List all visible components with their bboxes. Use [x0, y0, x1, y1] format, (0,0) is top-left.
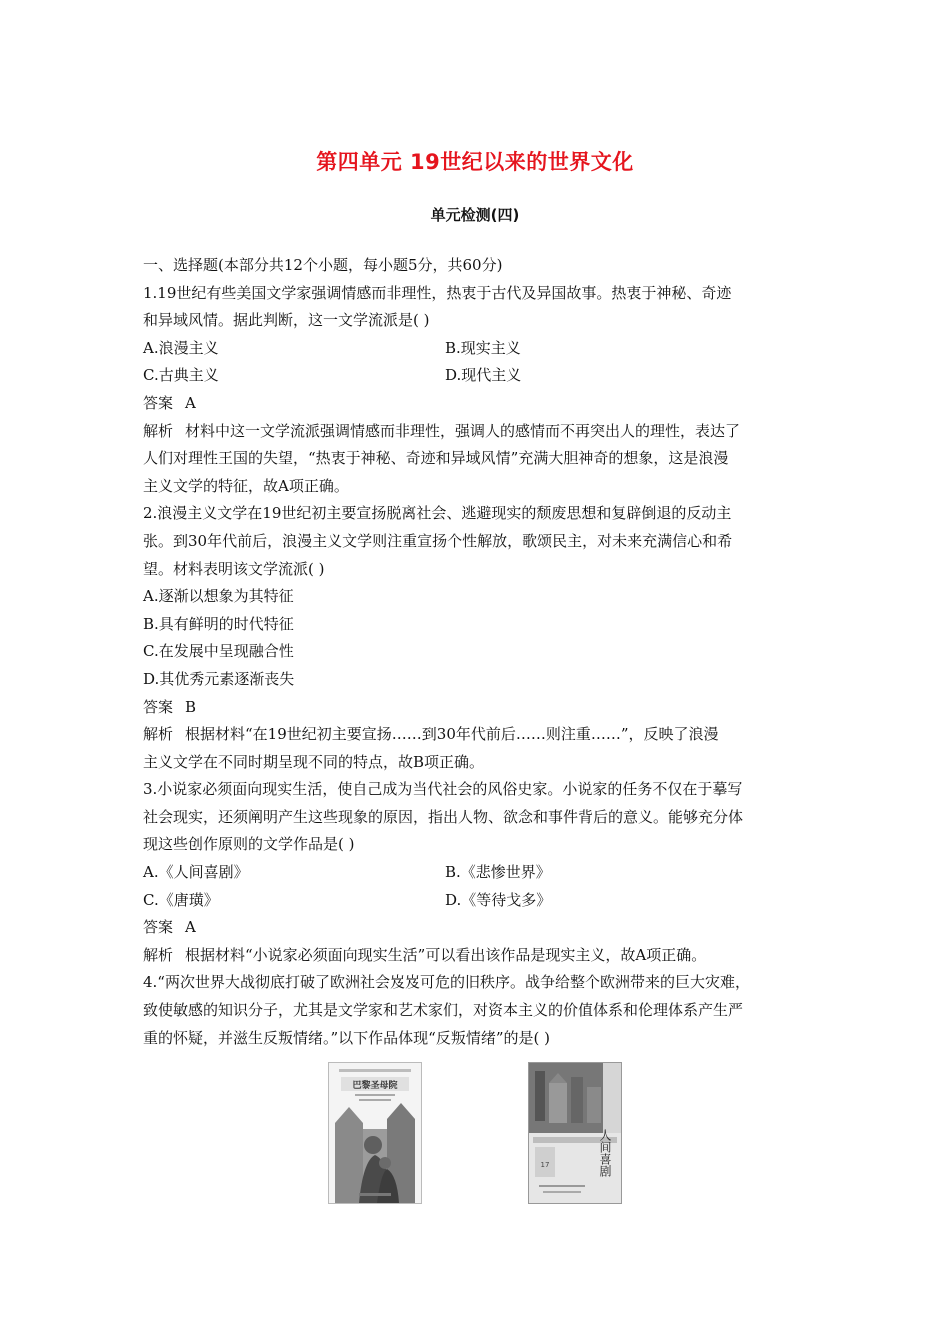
question-stem-line: 张。到30年代前后，浪漫主义文学则注重宣扬个性解放，歌颂民主，对未来充满信心和希	[143, 531, 733, 550]
book-cover-notre-dame	[328, 1062, 422, 1204]
options-row	[143, 859, 813, 887]
analysis-text: 根据材料“小说家必须面向现实生活”可以看出该作品是现实主义，故A项正确。	[185, 945, 707, 964]
question-stem-line: 致使敏感的知识分子，尤其是文学家和艺术家们，对资本主义的价值体系和伦理体系产生严	[143, 1001, 744, 1020]
question-stem-line: 4.“两次世界大战彻底打破了欧洲社会岌岌可危的旧秩序。战争给整个欧洲带来的巨大灾难，	[143, 973, 750, 992]
option-c: C.《唐璜》	[143, 890, 219, 909]
question-4	[143, 969, 813, 1052]
option-c: C.在发展中呈现融合性	[143, 642, 294, 661]
analysis-label: 解析	[143, 945, 174, 964]
options-row	[143, 887, 813, 915]
question-stem-line: 现这些创作原则的文学作品是( )	[143, 835, 355, 854]
book-cover-human-comedy	[528, 1062, 622, 1204]
answer-line	[143, 694, 813, 722]
analysis-label: 解析	[143, 725, 174, 744]
option-a: A.《人间喜剧》	[143, 863, 249, 882]
question-content	[143, 252, 813, 1052]
test-subtitle: 单元检测(四)	[430, 206, 520, 224]
answer-line	[143, 390, 813, 418]
unit-title: 第四单元 19世纪以来的世界文化	[316, 150, 634, 174]
book2-number: 17	[540, 1161, 550, 1169]
question-2	[143, 500, 813, 776]
analysis-line: 人们对理性王国的失望，“热衷于神秘、奇迹和异域风情”充满大胆神奇的想象，这是浪漫	[143, 449, 729, 468]
option-images	[328, 1062, 628, 1204]
analysis-line: 主义文学的特征，故A项正确。	[143, 476, 349, 495]
analysis-text: 根据材料“在19世纪初主要宣扬……到30年代前后……则注重……”，反映了浪漫	[185, 725, 719, 744]
question-stem-line: 望。材料表明该文学流派( )	[143, 559, 325, 578]
answer-label: 答案	[143, 697, 174, 716]
option-d: D.现代主义	[445, 366, 522, 385]
question-stem-line: 和异域风情。据此判断，这一文学流派是( )	[143, 311, 430, 330]
answer-label: 答案	[143, 918, 174, 937]
analysis-line	[143, 942, 813, 970]
answer-value: A	[185, 918, 196, 937]
section-header: 一、选择题(本部分共12个小题，每小题5分，共60分)	[143, 256, 503, 274]
option-c: C.古典主义	[143, 366, 219, 385]
analysis-text: 材料中这一文学流派强调情感而非理性，强调人的感情而不再突出人的理性，表达了	[185, 421, 741, 440]
analysis-label: 解析	[143, 421, 174, 440]
answer-value: A	[185, 393, 196, 412]
analysis-line: 主义文学在不同时期呈现不同的特点，故B项正确。	[143, 752, 485, 771]
option-d: D.《等待戈多》	[445, 890, 552, 909]
option-b: B.现实主义	[445, 338, 521, 357]
answer-value: B	[185, 697, 197, 716]
question-stem-line: 3.小说家必须面向现实生活，使自己成为当代社会的风俗史家。小说家的任务不仅在于摹写	[143, 780, 743, 799]
analysis-line	[143, 721, 813, 749]
options-row	[143, 362, 813, 390]
question-stem-line: 社会现实，还须阐明产生这些现象的原因，指出人物、欲念和事件背后的意义。能够充分体	[143, 807, 744, 826]
option-a: A.逐渐以想象为其特征	[143, 587, 294, 606]
option-b: B.《悲惨世界》	[445, 863, 551, 882]
question-stem-line: 2.浪漫主义文学在19世纪初主要宣扬脱离社会、逃避现实的颓废思想和复辟倒退的反动主	[143, 504, 732, 523]
book-cover-notre-dame-illustration	[329, 1063, 421, 1203]
book-cover-human-comedy-illustration	[529, 1063, 621, 1203]
question-stem-line: 1.19世纪有些美国文学家强调情感而非理性，热衷于古代及异国故事。热衷于神秘、奇迹	[143, 283, 732, 302]
analysis-line	[143, 418, 813, 446]
answer-label: 答案	[143, 393, 174, 412]
book1-title: 巴黎圣母院	[352, 1081, 398, 1091]
answer-line	[143, 914, 813, 942]
question-stem-line: 重的怀疑，并滋生反叛情绪。”以下作品体现“反叛情绪”的是( )	[143, 1028, 550, 1047]
option-b: B.具有鲜明的时代特征	[143, 614, 294, 633]
options-row	[143, 335, 813, 363]
question-1	[143, 280, 813, 501]
option-a: A.浪漫主义	[143, 338, 219, 357]
option-d: D.其优秀元素逐渐丧失	[143, 669, 295, 688]
question-3	[143, 776, 813, 969]
book2-title: 人间喜剧	[598, 1129, 612, 1177]
